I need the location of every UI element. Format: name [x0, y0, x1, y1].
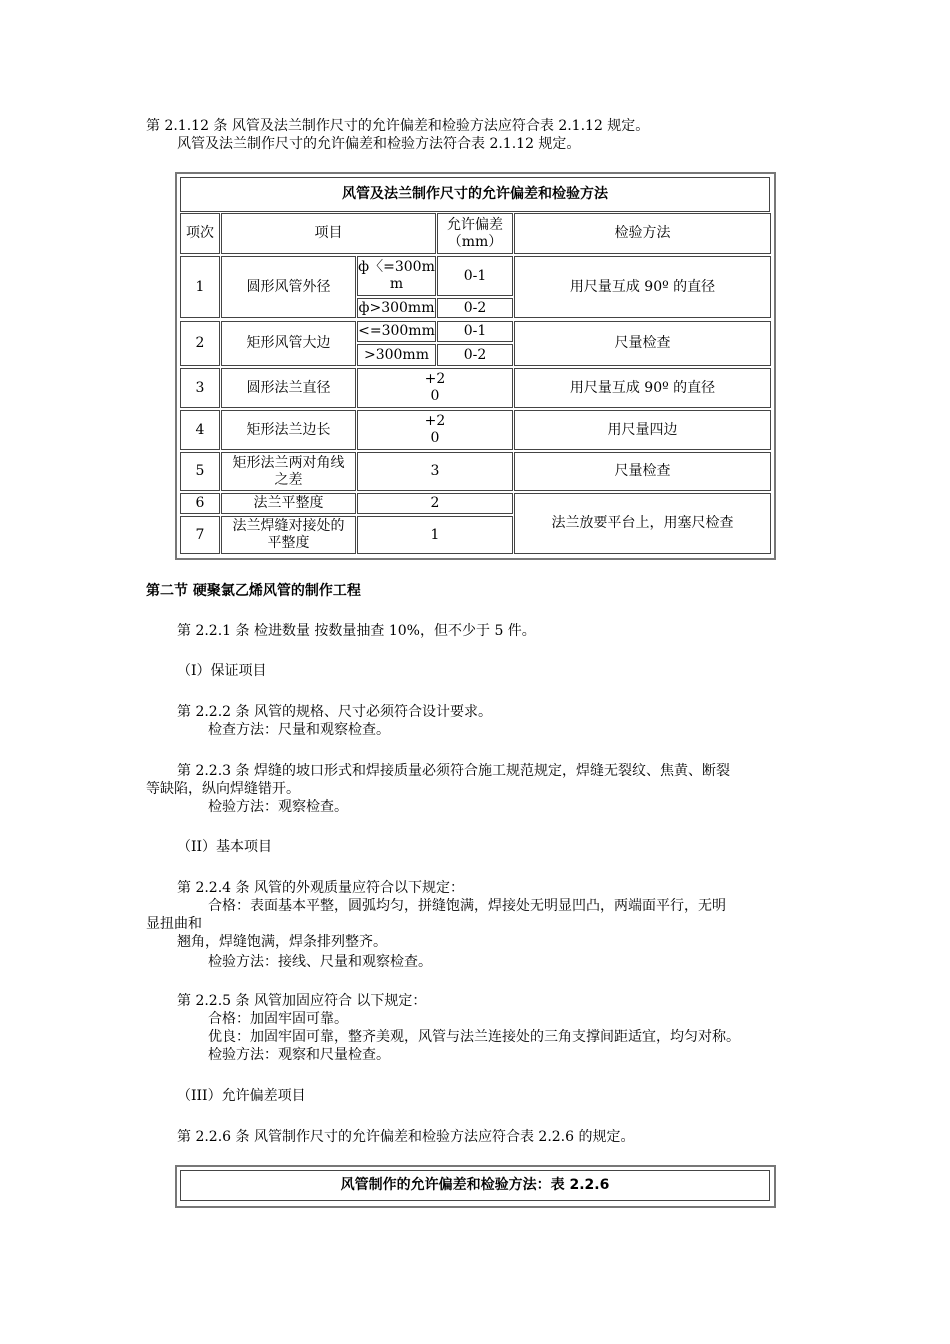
row2-no: 2	[180, 321, 220, 366]
clause-2-2-5: 第 2.2.5 条 风管加固应符合 以下规定：	[177, 993, 427, 1009]
tolerance-items-heading: （III）允许偏差项目	[177, 1088, 306, 1104]
row5-method: 尺量检查	[514, 452, 771, 491]
row7-tolerance: 1	[357, 516, 513, 554]
row7-item	[221, 516, 356, 554]
clause-2-1-12: 第 2.1.12 条 风管及法兰制作尺寸的允许偏差和检验方法应符合表 2.1.12 规定。	[146, 118, 650, 134]
row4-no: 4	[180, 410, 220, 450]
row6-tolerance: 2	[357, 493, 513, 514]
clause-2-2-4-pass-line1: 合格：表面基本平整，圆弧均匀，拼缝饱满，焊接处无明显凹凸，两端面平行，无明	[208, 898, 726, 914]
header-tolerance	[437, 213, 513, 254]
clause-2-2-2-method: 检查方法：尺量和观察检查。	[208, 722, 390, 738]
clause-2-2-2: 第 2.2.2 条 风管的规格、尺寸必须符合设计要求。	[177, 704, 492, 720]
guarantee-items-heading: （I）保证项目	[177, 663, 267, 679]
row3-item: 圆形法兰直径	[221, 368, 356, 408]
clause-2-2-3-method: 检验方法：观察检查。	[208, 799, 348, 815]
row4-method: 用尺量四边	[514, 410, 771, 450]
row1-tol1: 0-1	[437, 256, 513, 296]
clause-2-2-4-pass-line3: 翘角，焊缝饱满，焊条排列整齐。	[177, 934, 387, 950]
row3-method: 用尺量互成 90º 的直径	[514, 368, 771, 408]
row6-7-method: 法兰放要平台上，用塞尺检查	[514, 493, 771, 554]
row5-tolerance: 3	[357, 452, 513, 491]
row2-tol2: 0-2	[437, 344, 513, 366]
row5-item-line1: 矩形法兰两对角线	[232, 454, 345, 471]
row7-item-line2: 平整度	[267, 535, 310, 551]
row4-tol-upper: +2	[424, 413, 446, 429]
row1-tol2: 0-2	[437, 298, 513, 318]
section-heading: 第二节 硬聚氯乙烯风管的制作工程	[146, 583, 361, 599]
row1-method: 用尺量互成 90º 的直径	[514, 256, 771, 318]
header-method: 检验方法	[514, 213, 771, 254]
row2-sub2: >300mm	[357, 344, 436, 366]
row3-tol-lower: 0	[430, 388, 440, 404]
row3-tolerance	[357, 368, 513, 408]
row1-sub2: ф>300mm	[357, 298, 436, 318]
row2-tol1: 0-1	[437, 321, 513, 342]
row4-item: 矩形法兰边长	[221, 410, 356, 450]
row6-no: 6	[180, 493, 220, 514]
clause-2-2-5-pass: 合格：加固牢固可靠。	[208, 1011, 348, 1027]
row2-item: 矩形风管大边	[221, 321, 356, 366]
clause-2-2-5-good: 优良：加固牢固可靠，整齐美观，风管与法兰连接处的三角支撑间距适宜，均匀对称。	[208, 1029, 740, 1045]
row4-tolerance	[357, 410, 513, 450]
row2-method: 尺量检查	[514, 321, 771, 366]
clause-2-2-5-method: 检验方法：观察和尺量检查。	[208, 1047, 390, 1063]
header-no: 项次	[180, 213, 220, 254]
row5-item	[221, 452, 356, 491]
clause-2-1-12-note: 风管及法兰制作尺寸的允许偏差和检验方法符合表 2.1.12 规定。	[177, 136, 581, 152]
row7-item-line1: 法兰焊缝对接处的	[232, 518, 345, 534]
row5-no: 5	[180, 452, 220, 491]
header-tolerance-line2: （mm）	[447, 233, 503, 250]
row6-item: 法兰平整度	[221, 493, 356, 514]
table-2-title: 风管制作的允许偏差和检验方法：表 2.2.6	[180, 1170, 770, 1201]
clause-2-2-6: 第 2.2.6 条 风管制作尺寸的允许偏差和检验方法应符合表 2.2.6 的规定。	[177, 1129, 635, 1145]
row1-sub1-line1: ф〈=300m	[358, 259, 435, 275]
row4-tol-lower: 0	[430, 430, 440, 446]
row1-sub1-line2: m	[389, 276, 404, 292]
clause-2-2-4: 第 2.2.4 条 风管的外观质量应符合以下规定：	[177, 880, 464, 896]
clause-2-2-3-line2: 等缺陷，纵向焊缝错开。	[146, 781, 300, 797]
clause-2-2-4-pass-line2: 显扭曲和	[146, 916, 202, 932]
basic-items-heading: （II）基本项目	[177, 839, 273, 855]
row3-no: 3	[180, 368, 220, 408]
row5-item-line2: 之差	[274, 471, 303, 488]
row7-no: 7	[180, 516, 220, 554]
clause-2-2-3-line1: 第 2.2.3 条 焊缝的坡口形式和焊接质量必须符合施工规范规定，焊缝无裂纹、焦黄、断裂	[177, 763, 730, 779]
row1-item: 圆形风管外径	[221, 256, 356, 318]
row1-sub1	[357, 256, 436, 296]
header-item: 项目	[221, 213, 436, 254]
header-tolerance-line1: 允许偏差	[447, 216, 503, 233]
row3-tol-upper: +2	[424, 371, 446, 387]
row1-no: 1	[180, 256, 220, 318]
table-1-title: 风管及法兰制作尺寸的允许偏差和检验方法	[180, 177, 770, 212]
row2-sub1: <=300mm	[357, 321, 436, 342]
clause-2-2-4-method: 检验方法：接线、尺量和观察检查。	[208, 954, 432, 970]
clause-2-2-1: 第 2.2.1 条 检进数量 按数量抽查 10%，但不少于 5 件。	[177, 623, 536, 639]
